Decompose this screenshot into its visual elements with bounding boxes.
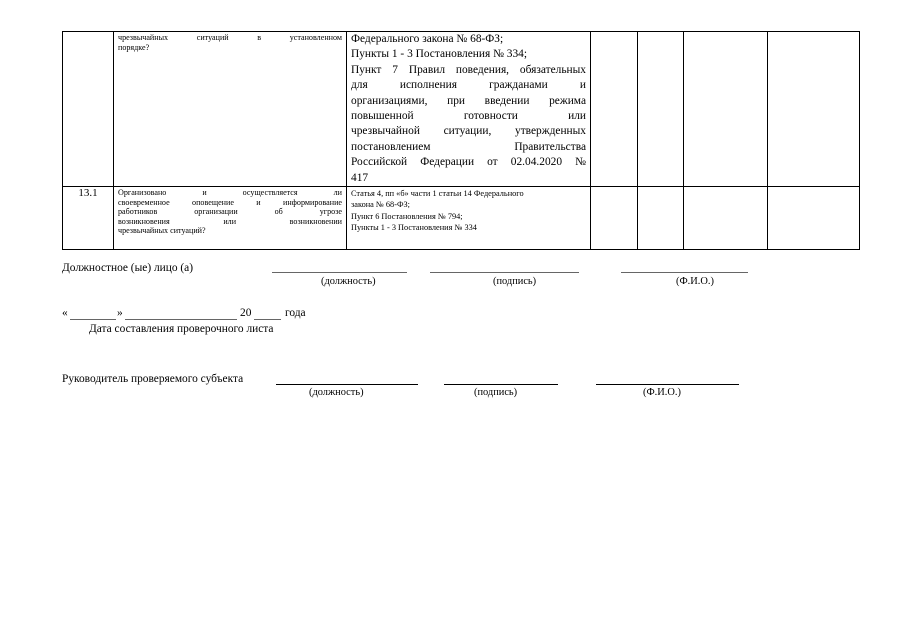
head-label: Руководитель проверяемого субъекта [62, 373, 244, 385]
requirement-line: Российской Федерации от 02.04.2020 № [351, 156, 586, 169]
requirement-line: чрезвычайной ситуации, утвержденных [351, 125, 586, 138]
item-number-cell [63, 32, 114, 187]
year-line[interactable] [254, 319, 281, 320]
empty-cell [684, 32, 768, 187]
date-caption: Дата составления проверочного листа [89, 323, 274, 335]
requirement-line: постановлением Правительства [351, 140, 586, 153]
requirement-line: Пункты 1 - 3 Постановления № 334 [351, 223, 477, 233]
requirement-line: Статья 4, пп «б» части 1 статьи 14 Федерального [351, 189, 524, 199]
requirement-line: Пункт 7 Правил поведения, обязательных [351, 63, 586, 76]
empty-cell [638, 187, 684, 250]
empty-cell [768, 32, 860, 187]
date-year-prefix: 20 [240, 307, 252, 319]
question-line: Организовано и осуществляется ли [118, 188, 342, 198]
head-position-caption: (должность) [309, 387, 364, 398]
head-signature-line[interactable] [444, 384, 558, 385]
empty-cell [638, 32, 684, 187]
requirement-line: организациями, при введении режима [351, 94, 586, 107]
question-cell [114, 32, 347, 187]
question-cell [114, 187, 347, 250]
requirement-line: для исполнения гражданами и [351, 79, 586, 92]
question-line: чрезвычайных ситуаций? [118, 226, 206, 236]
empty-cell [684, 187, 768, 250]
question-line: работников организации об угрозе [118, 207, 342, 217]
item-number-cell: 13.1 [63, 187, 114, 250]
requirement-line: Федерального закона № 68-ФЗ; [351, 33, 504, 45]
empty-cell [591, 187, 638, 250]
month-line[interactable] [125, 319, 237, 320]
requirement-line: Пункт 6 Постановления № 794; [351, 211, 463, 221]
requirement-cell [347, 32, 591, 187]
signature-line[interactable] [430, 272, 579, 273]
empty-cell [768, 187, 860, 250]
requirement-line: Пункты 1 - 3 Постановления № 334; [351, 48, 528, 61]
date-close-quote: » [117, 307, 123, 319]
name-line[interactable] [621, 272, 748, 273]
date-open-quote: « [62, 307, 68, 319]
table-row [63, 187, 860, 250]
empty-cell [591, 32, 638, 187]
question-line: своевременное оповещение и информирование [118, 197, 342, 207]
position-caption: (должность) [321, 276, 376, 287]
date-year-suffix: года [285, 307, 306, 319]
official-label: Должностное (ые) лицо (а) [62, 262, 194, 274]
requirement-cell [347, 187, 591, 250]
requirement-line: 417 [351, 171, 369, 184]
table-row [63, 32, 860, 187]
question-line: порядке? [118, 42, 150, 52]
head-signature-caption: (подпись) [474, 387, 518, 398]
checklist-table [62, 31, 860, 250]
requirement-line: повышенной готовности или [351, 110, 586, 123]
name-caption: (Ф.И.О.) [676, 276, 714, 287]
requirement-line: закона № 68-ФЗ; [351, 200, 410, 210]
position-line[interactable] [272, 272, 407, 273]
signature-caption: (подпись) [493, 276, 537, 287]
question-line: чрезвычайных ситуаций в установленном [118, 33, 342, 42]
head-name-caption: (Ф.И.О.) [643, 387, 681, 398]
question-line: возникновения или возникновении [118, 216, 342, 226]
head-name-line[interactable] [596, 384, 739, 385]
head-position-line[interactable] [276, 384, 418, 385]
day-line[interactable] [70, 319, 116, 320]
